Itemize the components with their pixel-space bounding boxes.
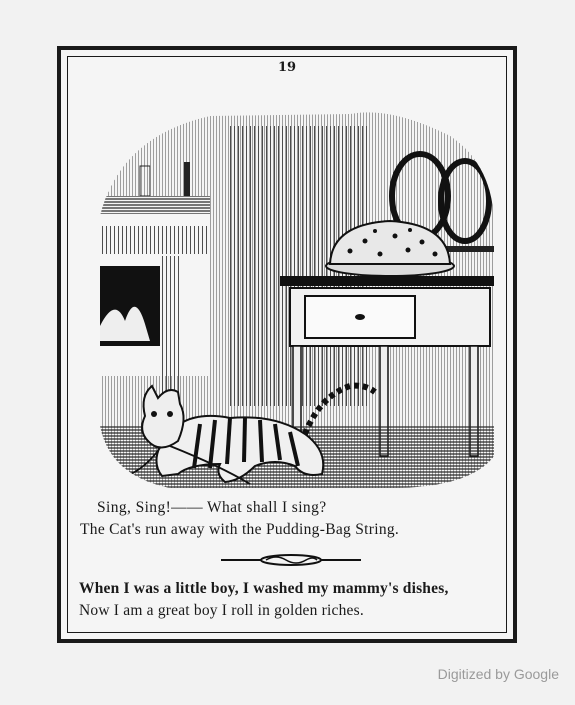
table-top (280, 276, 494, 286)
verse-two (61, 578, 513, 622)
cat-head (142, 386, 183, 448)
ornamental-divider (221, 553, 361, 567)
verse-two-line-1: When I was a little boy, I washed my mammy's dishes, (79, 580, 449, 597)
digitized-watermark: Digitized by Google (437, 666, 559, 682)
verse-one-line-1: Sing, Sing!—— What shall I sing? (97, 499, 327, 516)
verse-one-line-2: The Cat's run away with the Pudding-Bag String. (80, 521, 400, 538)
page-border (57, 46, 517, 643)
woodcut-illustration (90, 96, 494, 488)
page-number: 19 (277, 60, 297, 75)
verse-two-line-2: Now I am a great boy I roll in golden riches. (79, 602, 364, 619)
verse-one (61, 497, 513, 541)
